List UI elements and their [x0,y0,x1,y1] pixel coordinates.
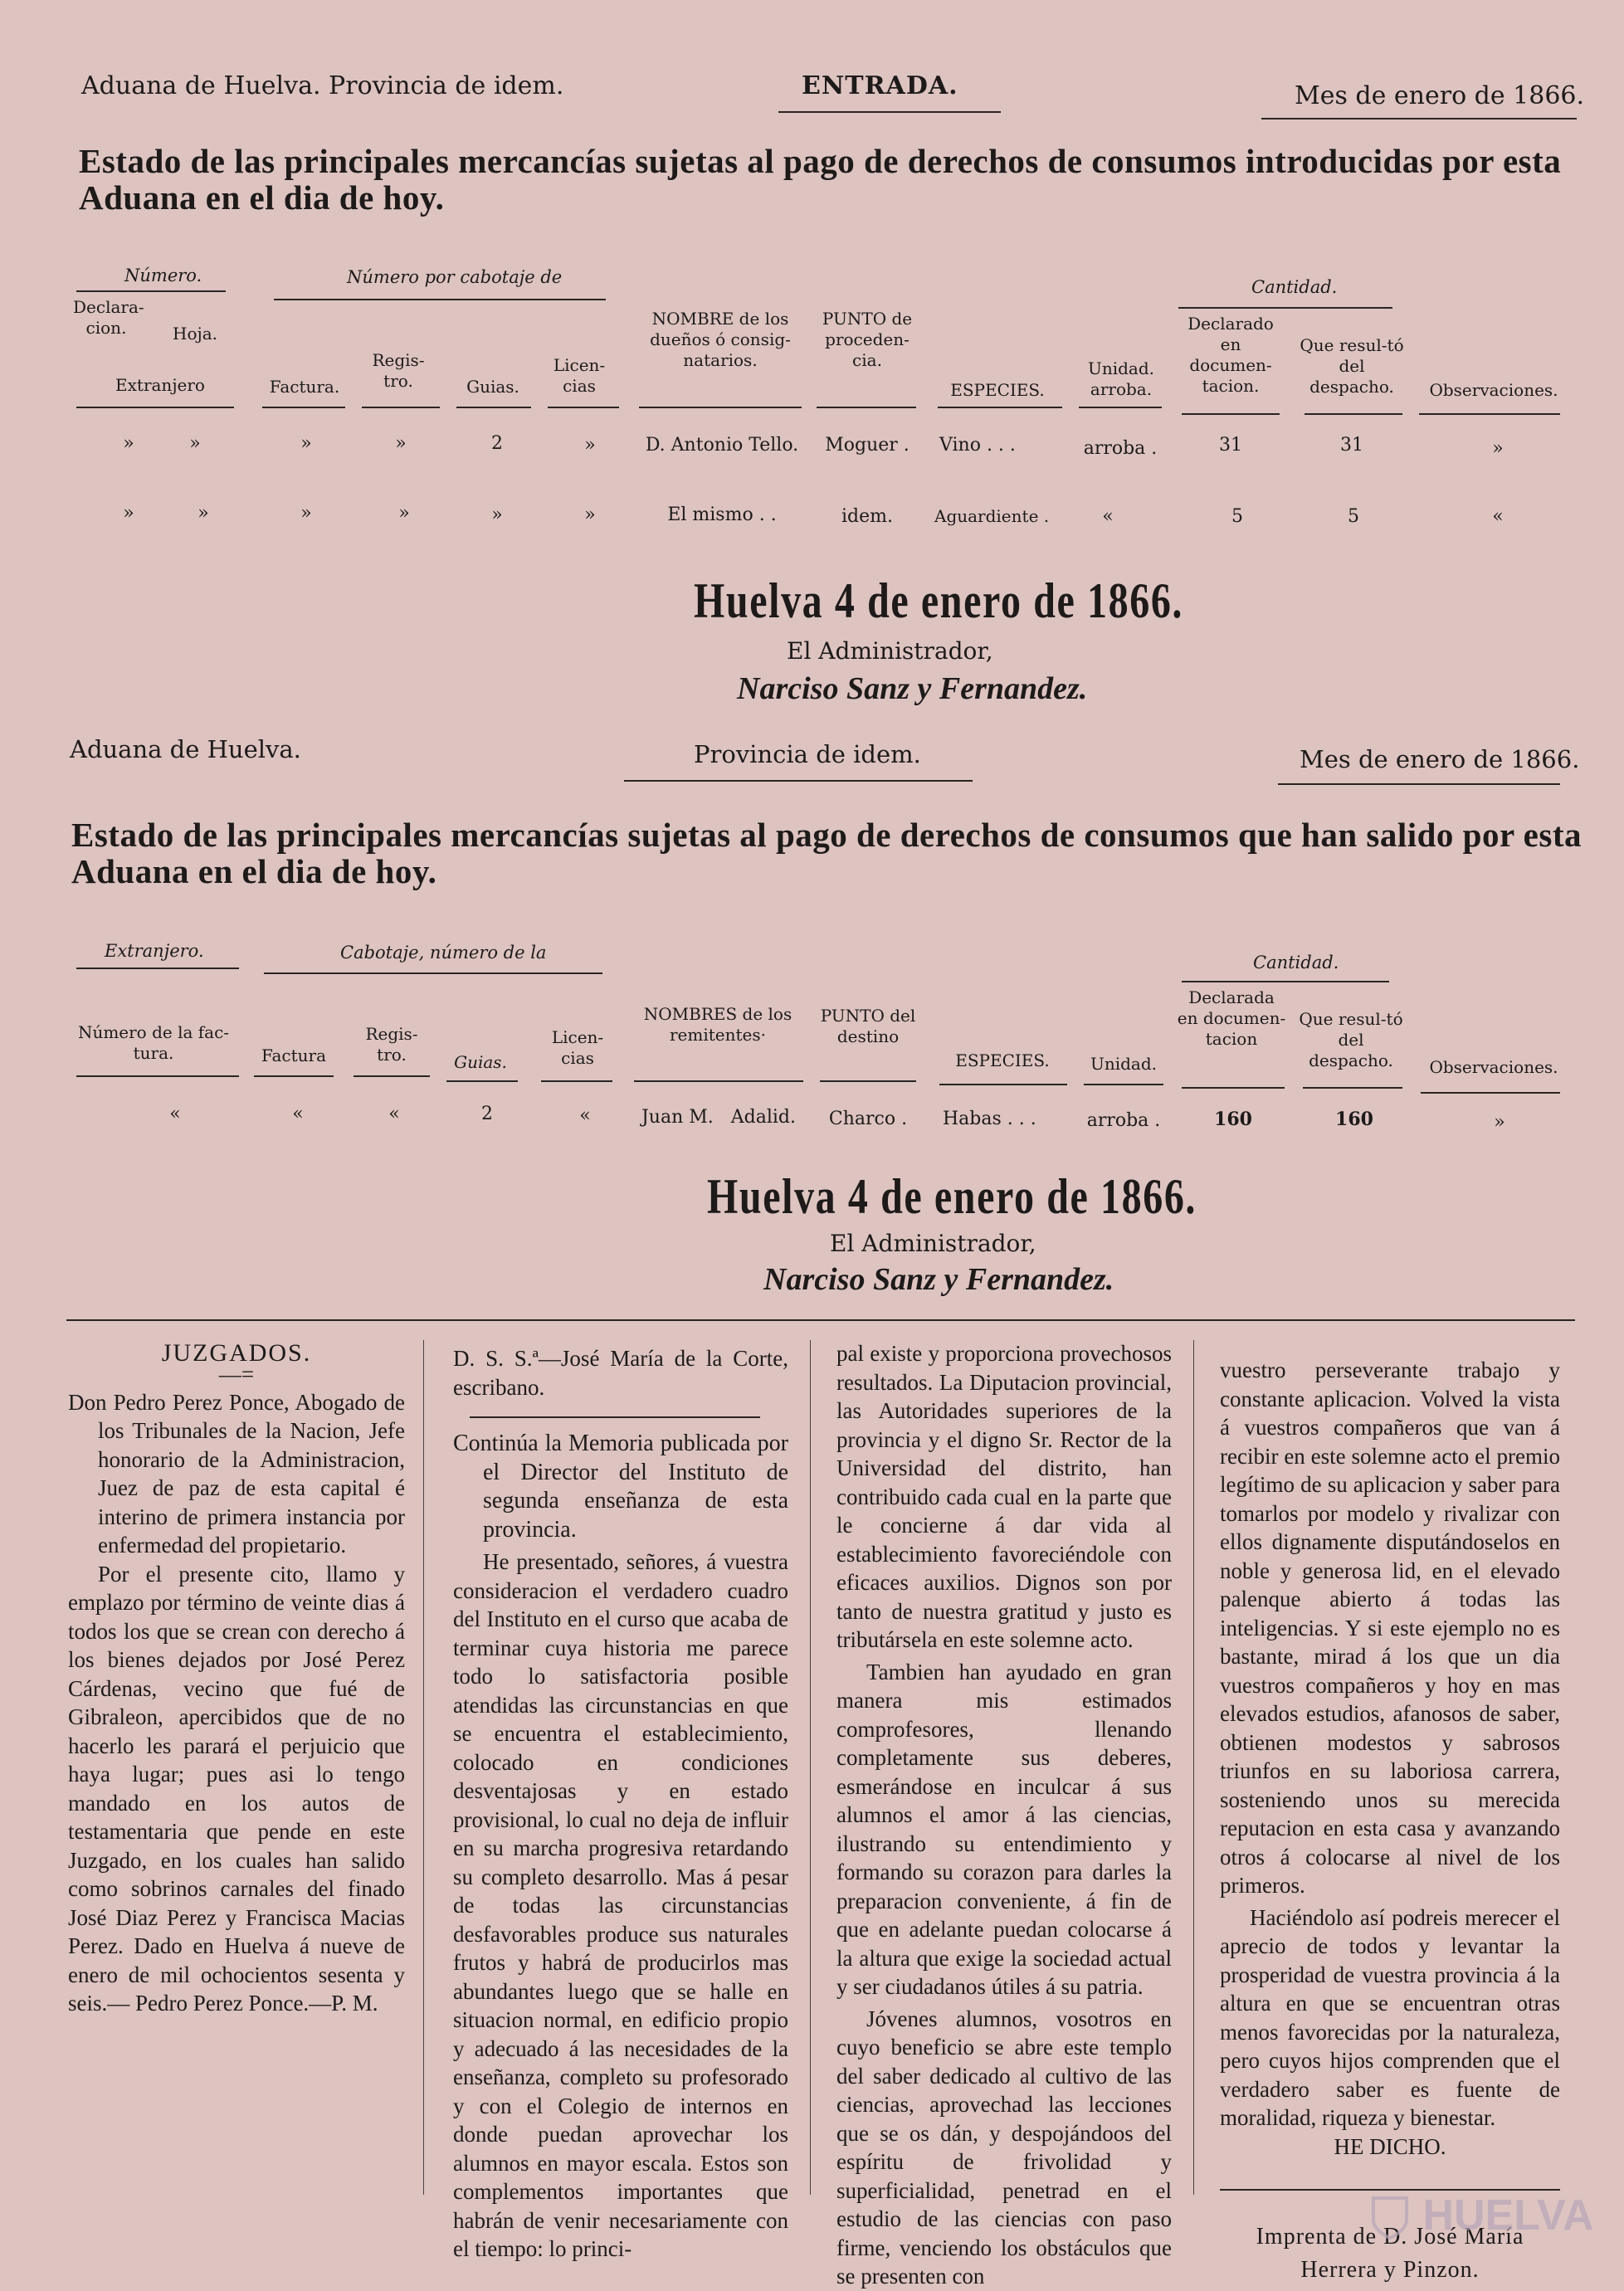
divider [262,407,345,408]
divider [634,1080,803,1082]
cell-especies: Habas . . . [943,1109,1036,1129]
group-extranjero: Extranjero. [105,941,204,961]
entrada-dateline: Huelva 4 de enero de 1866. [694,573,1184,628]
cell-guias: » [491,505,503,525]
cell-numero-factura: « [169,1104,181,1124]
divider-ornament: —= [218,1361,255,1387]
juzgados-body: Por el presente cito, llamo y emplazo por término de veinte dias á todos los que se crean con derecho á los bienes dejados por José Perez Cárdenas, vecino que fué de Gibraleon, apercibidos que de no hacerlo les parará el perjuicio que haya lugar; pues asi lo tengo mandado en los autos de testamentaria que pende en este Juzgado, en los cuales han salido como sobrinos carnales del finado José Diaz Perez y Francisca Macias Perez. Dado en Huelva á nueve de enero de mil ochocientos sesenta y seis.— Pedro Perez Ponce.—P. M. [68,1561,405,2016]
col-especies: ESPECIES. [955,1050,1050,1070]
cell-resulto: 160 [1335,1109,1373,1130]
column-memoria [453,1344,788,2264]
watermark-logo [1369,2191,1594,2241]
col-resulto: Que resul-tó del despacho. [1299,1009,1403,1070]
col-factura: Factura. [269,377,340,397]
entrada-center-header: ENTRADA. [802,71,958,100]
col-declarado: Declarado en documen-tacion. [1188,314,1274,396]
divider [541,1080,612,1082]
cell-factura: « [292,1104,304,1124]
col-guias: Guias. [454,1052,507,1072]
divider [1278,783,1560,785]
col-guias: Guias. [466,377,519,397]
cell-registro: » [398,503,410,524]
cell-especies: Aguardiente . [934,506,1050,526]
divider [446,1080,518,1082]
cell-registro: « [388,1104,400,1124]
notary-line: D. S. S.ª—José María de la Corte, escribano. [453,1346,788,1400]
divider [76,290,226,292]
col-nombre: NOMBRE de los dueños ó consig-natarios. [650,309,791,370]
divider [1305,413,1402,415]
cell-licencias: » [584,435,596,456]
divider [817,407,916,408]
memoria-para-1: pal existe y proporciona provechosos resultados. La Diputacion provincial, las Autoridades superiores de la provincia y el digno Sr. Rector de la Universidad del distrito, han contribuido cada cual en la parte que le concierne á dar vida al establecimiento favoreciéndole con eficaces auxilios. Dignos son por tanto de nuestra gratitud y justo es tributársela en este solemne acto. [836,1341,1172,1652]
divider [548,407,619,408]
divider [1079,407,1162,408]
salida-left-header: Aduana de Huelva. [70,735,301,763]
col-registro: Regis-tro. [365,1024,418,1065]
imprenta: Imprenta de D. José María Herrera y Pinzon. [1256,2224,1524,2283]
cell-punto: idem. [841,506,893,527]
cell-resulto: 31 [1340,435,1363,456]
cell-guias: 2 [491,433,503,454]
cell-guias: 2 [481,1104,493,1124]
cell-resulto: 5 [1348,506,1359,527]
he-dicho: HE DICHO. [1334,2133,1446,2159]
cell-nombre: D. Antonio Tello. [645,435,799,456]
column-divider [810,1340,811,2195]
cell-factura: » [300,503,312,524]
salida-dateline: Huelva 4 de enero de 1866. [707,1169,1197,1224]
divider [274,299,606,300]
entrada-right-header: Mes de enero de 1866. [1295,81,1585,110]
divider [264,972,602,974]
divider [76,407,234,408]
col-punto: PUNTO de proceden-cia. [822,309,913,370]
cell-hoja: » [198,503,209,524]
memoria-para-3: Jóvenes alumnos, vosotros en cuyo beneficio se abre este templo del saber dedicado al cultivo de las ciencias, aprovechad las lecciones que se os dán, y despojándoos del espíritu de frivolidad y superficialidad, penetrad en el estudio de las ciencias con paso firme, venciendo los obstáculos que se presenten con [836,2006,1172,2289]
memoria-body: He presentado, señores, á vuestra consideracion el verdadero cuadro del Instituto en el curso que acaba de terminar cuya historia me parece todo lo satisfactoria posible atendidas las circunstancias en que se encuentra el establecimiento, colocado en condiciones desventajosas y en estado provisional, lo cual no deja de influir en su marcha progresiva retardando su completo desarrollo. Mas á pesar de todas las circunstancias desfavorables produce sus naturales frutos y habrá de producirlos mas abundantes luego que se halle en situacion normal, en edificio propio y adecuado á las necesidades de la enseñanza, completo su profesorado y con el Colegio de internos en donde puedan aprovechar los alumnos en mayor escala. Estos son complementos importantes que habrán de venir necesariamente con el tiempo: lo princi- [453,1549,788,2261]
divider [1178,307,1392,309]
divider [470,1416,760,1418]
salida-center-header: Provincia de idem. [694,740,921,768]
cell-licencias: » [584,505,596,525]
salida-title [71,816,1582,890]
cell-punto: Moguer . [825,435,910,456]
cell-punto: Charco . [828,1109,908,1129]
cell-unidad: arroba . [1086,1110,1161,1131]
column-memoria-cont [836,1339,1172,2291]
divider [939,1084,1067,1085]
col-unidad: Unidad. arroba. [1087,358,1155,399]
divider [820,1080,916,1082]
group-cabotaje: Cabotaje, número de la [340,943,547,963]
col-especies: ESPECIES. [950,380,1045,400]
col-registro: Regis-tro. [372,350,425,391]
divider [639,407,802,408]
entrada-signature: Narciso Sanz y Fernandez. [737,671,1088,706]
group-cantidad: Cantidad. [1253,953,1339,972]
memoria-para-2: Tambien han ayudado en gran manera mis estimados comprofesores, llenando completamente sus deberes, esmerándose en inculcar á sus alumnos el amor á las ciencias, ilustrando su entendimiento y formando su corazon para darles la preparacion conveniente, á fin de que en adelante puedan colocarse á la altura que exige la sociedad actual y ser ciudadanos útiles á su patria. [836,1659,1172,1999]
cell-observaciones: » [1494,1112,1505,1133]
entrada-left-header: Aduana de Huelva. Provincia de idem. [81,71,564,100]
col-declarada: Declarada en documen-tacion [1177,987,1286,1049]
cell-declaracion: » [123,433,134,454]
divider [76,968,239,969]
col-numero-factura: Número de la fac-tura. [77,1022,230,1063]
divider [1182,1087,1285,1089]
cell-registro: » [395,433,407,454]
cell-nombre: El mismo . . [667,505,777,525]
col-resulto: Que resul-tó del despacho. [1300,335,1404,397]
cell-declarado: 5 [1231,506,1243,527]
cell-declarado: 31 [1219,435,1242,456]
divider [354,1075,430,1077]
cell-declarada: 160 [1214,1109,1252,1130]
juzgados-intro: Don Pedro Perez Ponce, Abogado de los Tribunales de la Nacion, Jefe honorario de la Administracion, Juez de paz de esta capital é interino de primera instancia por enfermedad del propietario. [68,1389,405,1557]
entrada-admin: El Administrador, [787,637,993,665]
cell-nombres: Juan M. Adalid. [641,1107,796,1128]
divider [1182,413,1280,415]
salida-admin: El Administrador, [830,1230,1036,1257]
col-punto: PUNTO del destino [820,1006,916,1046]
group-numero: Número. [124,266,202,285]
divider [1261,118,1577,119]
column-divider [1193,1340,1194,2195]
divider [362,407,440,408]
group-cabotaje: Número por cabotaje de [347,267,563,287]
divider [1182,981,1389,982]
col-extranjero: Extranjero [115,375,205,395]
divider [1084,1084,1163,1085]
memoria-intro: Continúa la Memoria publicada por el Director del Instituto de segunda enseñanza de esta provincia. [453,1431,788,1543]
entrada-title [79,143,1573,216]
col-hoja: Hoja. [173,324,217,344]
cell-unidad: « [1102,506,1114,527]
cell-declaracion: » [123,503,134,524]
memoria-para-5: Haciéndolo así podreis merecer el aprecio de todos y levantar la prosperidad de vuestra provincia á la altura en que se encuentran otras menos favorecidas por la naturaleza, pero cuyos hijos comprenden que el verdadero saber es fuente de moralidad, riqueza y bienestar. [1220,1904,1560,2130]
column-memoria-end [1220,1356,1560,2287]
divider [1421,1092,1560,1094]
col-declaracion: Declara-cion. [73,297,144,338]
cell-observaciones: » [1492,438,1504,459]
cell-unidad: arroba . [1083,438,1158,459]
column-divider [423,1340,424,2195]
cell-factura: » [300,433,312,454]
col-licencias: Licen-cias [551,1027,604,1068]
divider [938,407,1062,408]
entrada-title-text: Estado de las principales mercancías sujetas al pago de derechos de consumos introducidas por esta Aduana en el dia de hoy. [79,142,1562,217]
col-observaciones: Observaciones. [1429,1057,1558,1077]
memoria-para-4: vuestro perseverante trabajo y constante aplicacion. Volved la vista á vuestros compañeros que van á recibir en este solemne acto el premio legítimo de su aplicacion y saber para tomarlos por modelo y rivalizar con ellos dignamente disputándoselos en noble y generosa lid, en el elevado palenque abierto á todas las inteligencias. Y si este ejemplo no es bastante, mirad á los que un dia vuestros compañeros y hoy en mas elevados estudios, afanosos de saber, obtienen modestos y sabrosos triunfos en su laboriosa carrera, sosteniendo unos su merecida reputacion en esta casa y avanzando otros á colocarse al nivel de los primeros. [1220,1358,1560,1898]
col-licencias: Licen-cias [553,355,606,396]
cell-observaciones: « [1492,506,1504,527]
col-nombres: NOMBRES de los remitentes· [643,1004,792,1045]
cell-licencias: « [579,1105,591,1126]
divider [254,1075,334,1077]
shield-icon [1369,2195,1411,2241]
divider [76,1075,239,1077]
col-observaciones: Observaciones. [1429,380,1558,400]
divider [456,407,531,408]
watermark-text: HUELVA [1422,2191,1594,2240]
divider [66,1319,1575,1321]
divider [1303,1087,1402,1089]
cell-hoja: » [189,433,201,454]
cell-especies: Vino . . . [939,435,1016,456]
column-juzgados [68,1339,405,2018]
salida-title-text: Estado de las principales mercancías sujetas al pago de derechos de consumos que han salido por esta Aduana en el dia de hoy. [71,816,1582,890]
group-cantidad: Cantidad. [1251,277,1338,297]
divider [624,780,973,782]
salida-right-header: Mes de enero de 1866. [1300,745,1580,773]
juzgados-heading: JUZGADOS. [161,1339,312,1367]
salida-signature: Narciso Sanz y Fernandez. [763,1262,1114,1297]
divider [778,111,1001,113]
col-factura: Factura [261,1046,327,1065]
divider [1419,413,1560,415]
col-unidad: Unidad. [1090,1054,1158,1074]
